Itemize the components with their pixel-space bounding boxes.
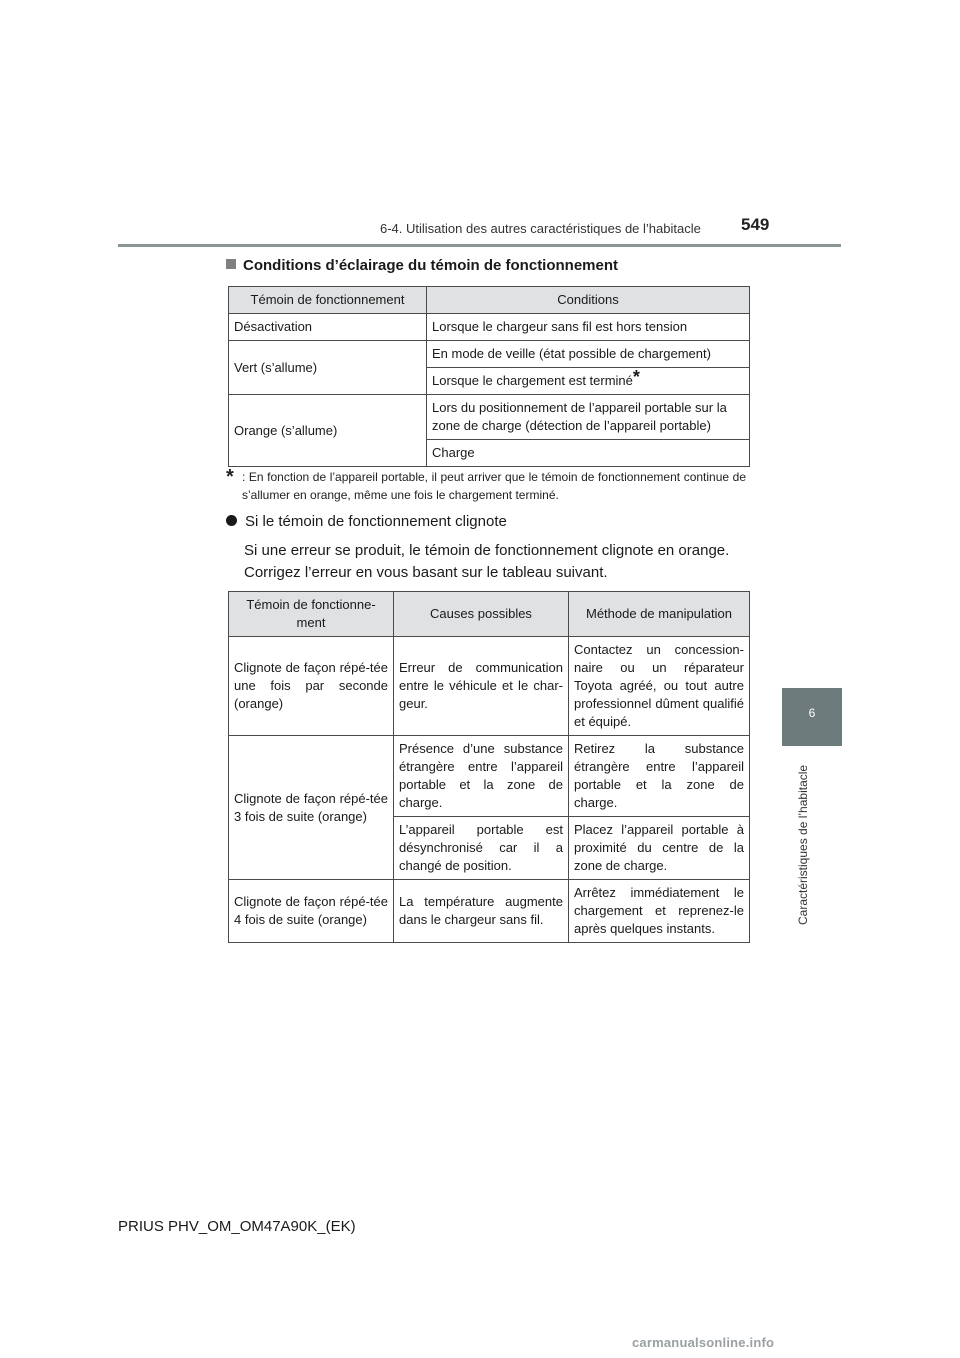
paragraph-line: Corrigez l’erreur en vous basant sur le tableau suivant. xyxy=(244,564,608,581)
column-header: Causes possibles xyxy=(394,592,569,637)
footnote-text: : En fonction de l’appareil portable, il peut arriver que le témoin de fonctionnement continue de s’allumer en orange, même une fois le chargement terminé. xyxy=(242,470,746,502)
table-row xyxy=(229,395,750,440)
method-cell: Arrêtez immédiatement le chargement et reprenez-le après quelques instants. xyxy=(569,880,750,943)
footnote-marker: * xyxy=(226,466,234,488)
indicator-cell: Désactivation xyxy=(229,314,427,341)
chapter-label: Caractéristiques de l’habitacle xyxy=(796,764,810,926)
watermark: carmanualsonline.info xyxy=(632,1335,775,1350)
section-title xyxy=(226,257,618,274)
table-row xyxy=(229,736,750,817)
cause-cell: La température augmente dans le chargeur sans fil. xyxy=(394,880,569,943)
column-header: Témoin de fonctionne-ment xyxy=(229,592,394,637)
method-cell: Placez l’appareil portable à proximité du centre de la zone de charge. xyxy=(569,817,750,880)
indicator-cell: Clignote de façon répé-tée 3 fois de suite (orange) xyxy=(229,736,394,880)
indicator-cell: Vert (s’allume) xyxy=(229,341,427,395)
section-title-text: Conditions d’éclairage du témoin de fonctionnement xyxy=(243,257,619,274)
condition-cell: En mode de veille (état possible de chargement) xyxy=(427,341,750,368)
method-cell: Contactez un concession-naire ou un réparateur Toyota agréé, ou tout autre professionnel dûment qualifié et équipé. xyxy=(569,637,750,736)
table-row xyxy=(229,314,750,341)
header-divider xyxy=(118,244,841,247)
condition-cell: Lorsque le chargeur sans fil est hors tension xyxy=(427,314,750,341)
bullet-heading xyxy=(226,513,507,530)
square-bullet-icon xyxy=(226,259,236,269)
chapter-tab xyxy=(782,688,842,746)
blinking-troubleshoot-table xyxy=(228,591,750,943)
table-header-row xyxy=(229,592,750,637)
column-header: Conditions xyxy=(427,287,750,314)
condition-cell: Lors du positionnement de l’appareil portable sur la zone de charge (détection de l’appareil portable) xyxy=(427,395,750,440)
paragraph-line: Si une erreur se produit, le témoin de fonctionnement clignote en orange. xyxy=(244,542,730,559)
method-cell: Retirez la substance étrangère entre l’appareil portable et la zone de charge. xyxy=(569,736,750,817)
cause-cell: Présence d’une substance étrangère entre l’appareil portable et la zone de charge. xyxy=(394,736,569,817)
cause-cell: Erreur de communication entre le véhicule et le char-geur. xyxy=(394,637,569,736)
table-header-row xyxy=(229,287,750,314)
condition-cell: Charge xyxy=(427,440,750,467)
page-number: 549 xyxy=(741,215,770,234)
indicator-cell: Orange (s’allume) xyxy=(229,395,427,467)
indicator-cell: Clignote de façon répé-tée 4 fois de suite (orange) xyxy=(229,880,394,943)
cause-cell: L’appareil portable est désynchronisé car il a changé de position. xyxy=(394,817,569,880)
document-footer: PRIUS PHV_OM_OM47A90K_(EK) xyxy=(118,1218,356,1235)
running-header-section: 6-4. Utilisation des autres caractéristiques de l’habitacle xyxy=(380,221,701,236)
condition-text: Lorsque le chargement est terminé xyxy=(432,373,633,388)
bullet-dot-icon xyxy=(226,515,237,526)
indicator-cell: Clignote de façon répé-tée une fois par seconde (orange) xyxy=(229,637,394,736)
indicator-conditions-table xyxy=(228,286,750,467)
bullet-heading-text: Si le témoin de fonctionnement clignote xyxy=(245,513,507,530)
table-row xyxy=(229,341,750,368)
table-row xyxy=(229,880,750,943)
asterisk-mark: * xyxy=(632,367,640,387)
column-header: Méthode de manipulation xyxy=(569,592,750,637)
column-header: Témoin de fonctionnement xyxy=(229,287,427,314)
chapter-number: 6 xyxy=(808,706,816,720)
footnote xyxy=(226,468,746,504)
condition-cell xyxy=(427,368,750,395)
table-row xyxy=(229,637,750,736)
instruction-paragraph xyxy=(244,540,749,584)
